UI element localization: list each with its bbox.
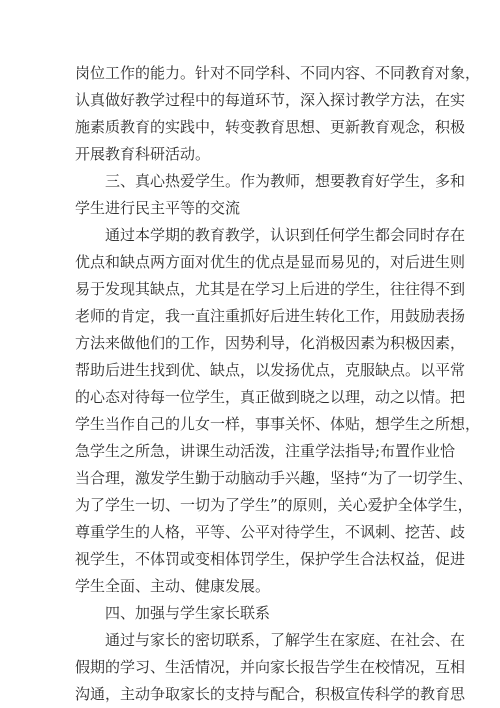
text-line: 老师的肯定，我一直注重抓好后进生转化工作，用鼓励表扬: [75, 307, 466, 325]
text-line: 帮助后进生找到优、缺点，以发扬优点，克服缺点。以平常: [75, 361, 466, 379]
text-line: 尊重学生的人格，平等、公平对待学生，不讽刺、挖苦、歧: [75, 523, 466, 541]
text-line: 当合理，激发学生勤于动脑动手兴趣，坚持“为了一切学生、: [75, 469, 473, 487]
text-line: 假期的学习、生活情况，并向家长报告学生在校情况，互相: [75, 658, 466, 676]
section-heading-4: 四、加强与学生家长联系: [105, 604, 271, 622]
document-body: [75, 60, 481, 708]
text-line: 认真做好教学过程中的每道环节，深入探讨教学方法，在实: [75, 91, 466, 109]
text-line: 易于发现其缺点，尤其是在学习上后进的学生，往往得不到: [75, 280, 466, 298]
text-line: 方法来做他们的工作，因势利导，化消极因素为积极因素，: [75, 334, 466, 352]
text-line: 视学生，不体罚或变相体罚学生，保护学生合法权益，促进: [75, 550, 466, 568]
text-line: 为了学生一切、一切为了学生”的原则，关心爱护全体学生，: [75, 496, 473, 514]
text-line: 学生当作自己的儿女一样，事事关怀、体贴，想学生之所想，: [75, 415, 481, 433]
text-line: 急学生之所急，讲课生动活泼，注重学法指导;布置作业恰: [75, 442, 456, 460]
text-line: 开展教育科研活动。: [75, 145, 211, 163]
text-line: 岗位工作的能力。针对不同学科、不同内容、不同教育对象，: [75, 64, 481, 82]
text-line: 施素质教育的实践中，转变教育思想、更新教育观念，积极: [75, 118, 466, 136]
text-line: 优点和缺点两方面对优生的优点是显而易见的，对后进生则: [75, 253, 466, 271]
text-line: 通过本学期的教育教学，认识到任何学生都会同时存在: [105, 226, 466, 244]
text-line: 通过与家长的密切联系，了解学生在家庭、在社会、在: [105, 631, 466, 649]
text-line: 的心态对待每一位学生，真正做到晓之以理，动之以情。把: [75, 388, 466, 406]
section-heading-3: 三、真心热爱学生。作为教师，想要教育好学生，多和: [105, 172, 466, 190]
text-line: 沟通，主动争取家长的支持与配合，积极宣传科学的教育思: [75, 685, 466, 703]
text-line: 学生全面、主动、健康发展。: [75, 577, 271, 595]
text-line: 学生进行民主平等的交流: [75, 199, 241, 217]
